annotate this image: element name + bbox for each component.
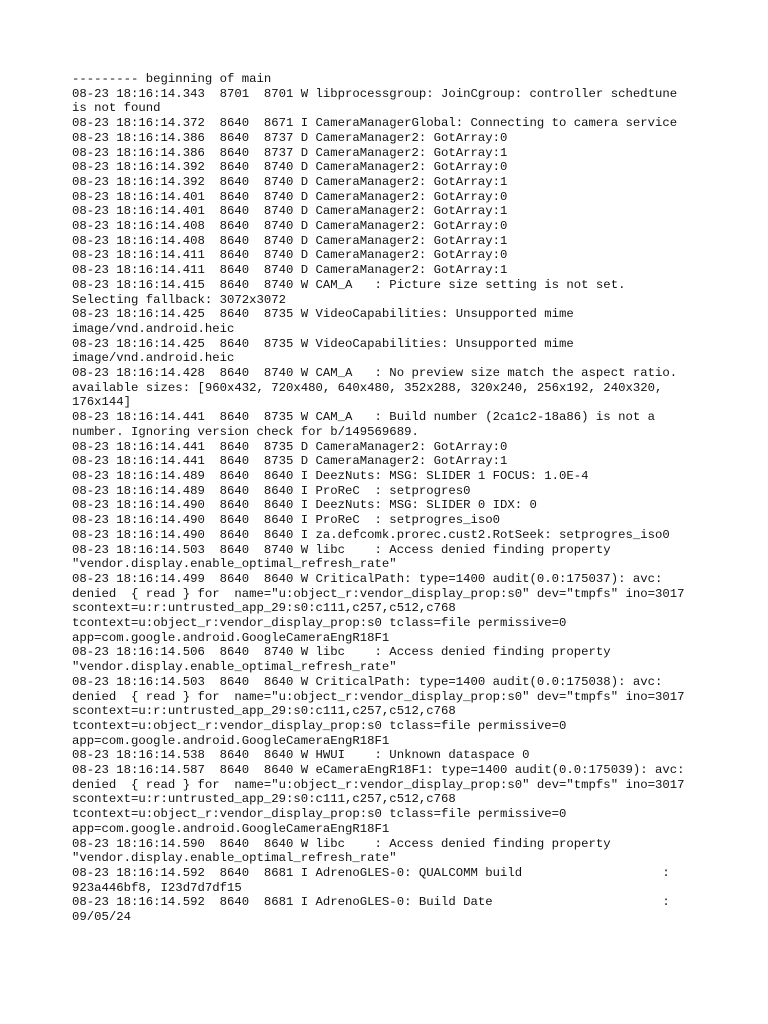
log-line: denied { read } for name="u:object_r:vendor_display_prop:s0" dev="tmpfs" ino=3017 [72, 586, 685, 601]
log-line: --------- beginning of main [72, 72, 272, 86]
log-line: 08-23 18:16:14.411 8640 8740 D CameraManager2: GotArray:1 [72, 263, 508, 278]
log-document [72, 72, 698, 925]
log-line: 08-23 18:16:14.425 8640 8735 W VideoCapabilities: Unsupported mime [72, 336, 574, 351]
log-line: is not found [72, 101, 161, 116]
log-line: "vendor.display.enable_optimal_refresh_rate" [72, 557, 397, 572]
log-line: denied { read } for name="u:object_r:vendor_display_prop:s0" dev="tmpfs" ino=3017 [72, 689, 685, 704]
log-line: 08-23 18:16:14.415 8640 8740 W CAM_A : Picture size setting is not set. [72, 277, 626, 292]
log-line: tcontext=u:object_r:vendor_display_prop:s0 tclass=file permissive=0 [72, 718, 567, 733]
log-line: 08-23 18:16:14.386 8640 8737 D CameraManager2: GotArray:1 [72, 145, 508, 160]
log-line: tcontext=u:object_r:vendor_display_prop:s0 tclass=file permissive=0 [72, 807, 567, 822]
log-line: scontext=u:r:untrusted_app_29:s0:c111,c257,c512,c768 [72, 601, 456, 616]
log-line: 08-23 18:16:14.392 8640 8740 D CameraManager2: GotArray:1 [72, 174, 508, 189]
log-line: 923a446bf8, I23d7d7df15 [72, 880, 242, 895]
log-line: scontext=u:r:untrusted_app_29:s0:c111,c257,c512,c768 [72, 704, 456, 719]
log-line: 08-23 18:16:14.441 8640 8735 D CameraManager2: GotArray:1 [72, 454, 508, 469]
log-line: 09/05/24 [72, 910, 132, 925]
log-line: 08-23 18:16:14.441 8640 8735 D CameraManager2: GotArray:0 [72, 439, 508, 454]
log-line: 08-23 18:16:14.489 8640 8640 I DeezNuts: MSG: SLIDER 1 FOCUS: 1.0E-4 [72, 468, 589, 483]
log-line: 08-23 18:16:14.408 8640 8740 D CameraManager2: GotArray:1 [72, 233, 508, 248]
log-line: 08-23 18:16:14.392 8640 8740 D CameraManager2: GotArray:0 [72, 160, 508, 175]
log-line: 08-23 18:16:14.490 8640 8640 I DeezNuts: MSG: SLIDER 0 IDX: 0 [72, 498, 537, 513]
log-line: available sizes: [960x432, 720x480, 640x480, 352x288, 320x240, 256x192, 240x320, [72, 380, 663, 395]
log-line: 08-23 18:16:14.489 8640 8640 I ProReC : setprogres0 [72, 483, 471, 498]
log-line: 08-23 18:16:14.503 8640 8640 W CriticalPath: type=1400 audit(0.0:175038): avc: [72, 674, 663, 689]
log-line: 08-23 18:16:14.490 8640 8640 I ProReC : setprogres_iso0 [72, 513, 501, 528]
log-line: 08-23 18:16:14.592 8640 8681 I AdrenoGLES-0: Build Date : [72, 895, 670, 910]
log-line: image/vnd.android.heic [72, 321, 235, 336]
log-line: denied { read } for name="u:object_r:vendor_display_prop:s0" dev="tmpfs" ino=3017 [72, 777, 685, 792]
log-line: number. Ignoring version check for b/149569689. [72, 424, 419, 439]
log-line: 08-23 18:16:14.372 8640 8671 I CameraManagerGlobal: Connecting to camera service [72, 116, 678, 131]
log-line: 08-23 18:16:14.401 8640 8740 D CameraManager2: GotArray:1 [72, 204, 508, 219]
log-line: 08-23 18:16:14.590 8640 8640 W libc : Access denied finding property [72, 836, 611, 851]
log-line: 176x144] [72, 395, 132, 410]
log-line: app=com.google.android.GoogleCameraEngR18F1 [72, 821, 390, 836]
log-line: 08-23 18:16:14.592 8640 8681 I AdrenoGLES-0: QUALCOMM build : [72, 865, 670, 880]
log-line: scontext=u:r:untrusted_app_29:s0:c111,c257,c512,c768 [72, 792, 456, 807]
log-line: 08-23 18:16:14.538 8640 8640 W HWUI : Unknown dataspace 0 [72, 748, 530, 763]
log-line: 08-23 18:16:14.408 8640 8740 D CameraManager2: GotArray:0 [72, 219, 508, 234]
log-line: Selecting fallback: 3072x3072 [72, 292, 287, 307]
log-line: 08-23 18:16:14.499 8640 8640 W CriticalPath: type=1400 audit(0.0:175037): avc: [72, 571, 663, 586]
log-line: 08-23 18:16:14.441 8640 8735 W CAM_A : Build number (2ca1c2-18a86) is not a [72, 410, 655, 425]
log-line: app=com.google.android.GoogleCameraEngR18F1 [72, 630, 390, 645]
log-line: 08-23 18:16:14.401 8640 8740 D CameraManager2: GotArray:0 [72, 189, 508, 204]
log-line: 08-23 18:16:14.386 8640 8737 D CameraManager2: GotArray:0 [72, 130, 508, 145]
log-line: 08-23 18:16:14.343 8701 8701 W libprocessgroup: JoinCgroup: controller schedtune [72, 86, 678, 101]
log-line: tcontext=u:object_r:vendor_display_prop:s0 tclass=file permissive=0 [72, 616, 567, 631]
log-line: image/vnd.android.heic [72, 351, 235, 366]
log-line: "vendor.display.enable_optimal_refresh_rate" [72, 660, 397, 675]
log-line: 08-23 18:16:14.490 8640 8640 I za.defcomk.prorec.cust2.RotSeek: setprogres_iso0 [72, 527, 670, 542]
log-line: 08-23 18:16:14.506 8640 8740 W libc : Access denied finding property [72, 645, 611, 660]
log-line: 08-23 18:16:14.587 8640 8640 W eCameraEngR18F1: type=1400 audit(0.0:175039): avc: [72, 763, 685, 778]
log-line: 08-23 18:16:14.503 8640 8740 W libc : Access denied finding property [72, 542, 611, 557]
log-line: 08-23 18:16:14.428 8640 8740 W CAM_A : No preview size match the aspect ratio. [72, 366, 678, 381]
log-line: "vendor.display.enable_optimal_refresh_rate" [72, 851, 397, 866]
log-line: 08-23 18:16:14.411 8640 8740 D CameraManager2: GotArray:0 [72, 248, 508, 263]
log-line: 08-23 18:16:14.425 8640 8735 W VideoCapabilities: Unsupported mime [72, 307, 574, 322]
log-line: app=com.google.android.GoogleCameraEngR18F1 [72, 733, 390, 748]
